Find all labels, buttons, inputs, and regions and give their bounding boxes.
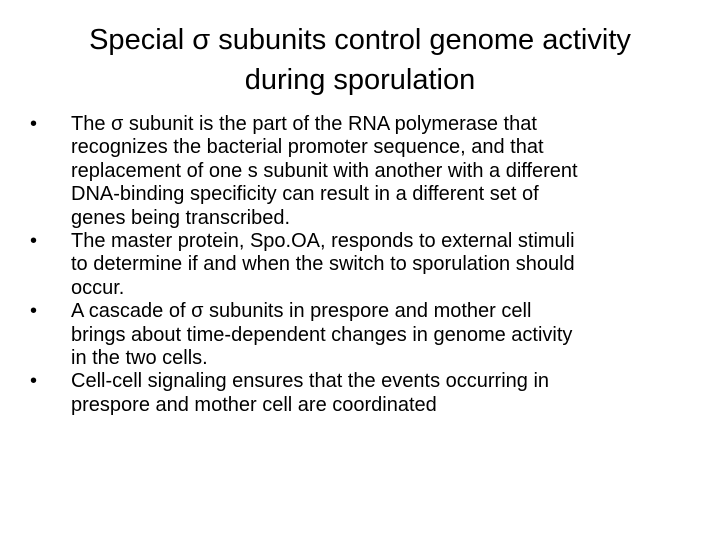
bullet-line: replacement of one s subunit with another with a different — [71, 159, 578, 182]
bullet-item-cell-signaling — [30, 370, 690, 417]
bullet-line: to determine if and when the switch to sporulation should — [71, 253, 575, 276]
bullet-line: occur. — [71, 276, 125, 299]
bullet-list — [30, 113, 690, 417]
bullet-line: genes being transcribed. — [71, 206, 291, 229]
bullet-item-sigma-subunit — [30, 113, 690, 230]
bullet-line: prespore and mother cell are coordinated — [71, 393, 437, 416]
bullet-item-cascade — [30, 300, 690, 370]
bullet-line: The σ subunit is the part of the RNA polymerase that — [71, 113, 537, 135]
bullet-dot-icon: • — [30, 370, 38, 393]
bullet-line: The master protein, Spo.OA, responds to external stimuli — [71, 230, 575, 253]
bullet-dot-icon: • — [30, 300, 38, 323]
bullet-text — [71, 113, 690, 230]
bullet-text — [71, 300, 690, 370]
bullet-dot-icon: • — [30, 230, 38, 253]
bullet-line: DNA-binding specificity can result in a different set of — [71, 183, 539, 206]
slide-title-line: during sporulation — [244, 64, 476, 96]
bullet-line: recognizes the bacterial promoter sequence, and that — [71, 136, 544, 159]
bullet-dot-icon: • — [30, 113, 38, 135]
bullet-line: brings about time-dependent changes in genome activity — [71, 323, 573, 346]
slide-title — [40, 20, 680, 100]
bullet-line: A cascade of σ subunits in prespore and mother cell — [71, 300, 532, 323]
bullet-item-master-protein — [30, 230, 690, 300]
bullet-line: Cell-cell signaling ensures that the events occurring in — [71, 370, 550, 393]
slide-title-line: Special σ subunits control genome activity — [89, 24, 631, 56]
bullet-text — [71, 230, 690, 300]
bullet-text — [71, 370, 690, 417]
bullet-line: in the two cells. — [71, 347, 208, 370]
